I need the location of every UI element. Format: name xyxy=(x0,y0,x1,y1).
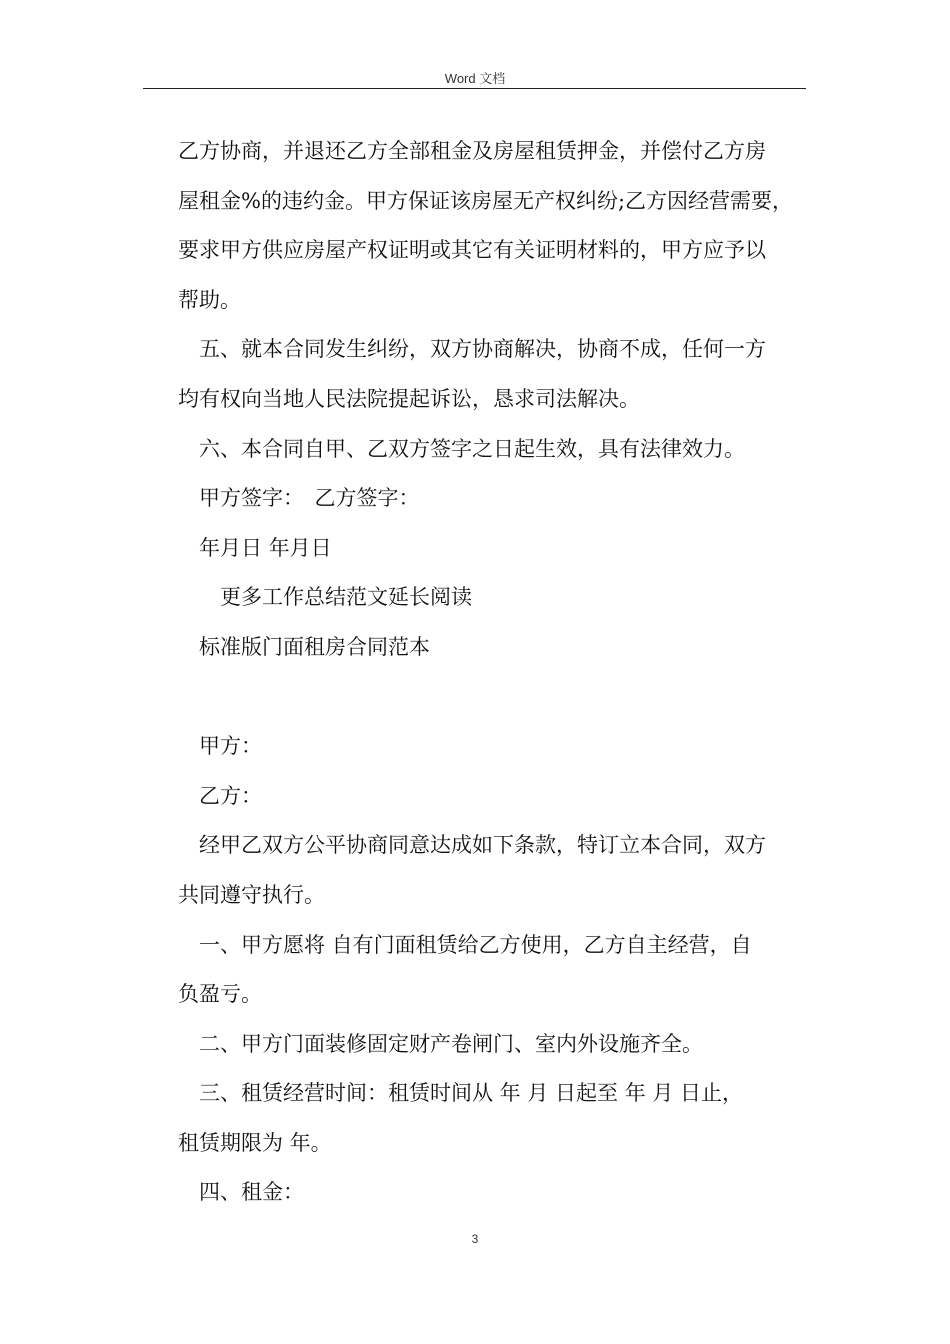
body-line: 负盈亏。 xyxy=(178,982,262,1007)
body-line: 帮助。 xyxy=(178,287,241,312)
header-divider xyxy=(143,88,806,89)
clause-five: 五、就本合同发生纠纷，双方协商解决，协商不成，任何一方 xyxy=(199,337,766,362)
document-body xyxy=(178,127,814,1218)
preamble-line: 经甲乙双方公平协商同意达成如下条款，特订立本合同，双方 xyxy=(199,833,766,858)
body-line: 共同遵守执行。 xyxy=(178,882,325,907)
contract-title: 标准版门面租房合同范本 xyxy=(199,634,430,659)
body-line: 屋租金%的违约金。甲方保证该房屋无产权纠纷;乙方因经营需要， xyxy=(178,188,794,213)
clause-one: 一、甲方愿将 自有门面租赁给乙方使用，乙方自主经营，自 xyxy=(199,932,752,957)
party-a-line: 甲方： xyxy=(199,734,262,759)
body-line: 乙方协商，并退还乙方全部租金及房屋租赁押金，并偿付乙方房 xyxy=(178,139,766,163)
body-line: 要求甲方供应房屋产权证明或其它有关证明材料的，甲方应予以 xyxy=(178,238,766,263)
date-line: 年月日 年月日 xyxy=(199,535,332,560)
body-line: 租赁期限为 年。 xyxy=(178,1130,332,1155)
clause-six: 六、本合同自甲、乙双方签字之日起生效，具有法律效力。 xyxy=(199,436,745,461)
signature-line: 甲方签字： 乙方签字： xyxy=(199,486,420,511)
page-number: 3 xyxy=(471,1232,479,1246)
party-b-line: 乙方： xyxy=(199,783,262,808)
clause-two: 二、甲方门面装修固定财产卷闸门、室内外设施齐全。 xyxy=(199,1031,703,1056)
clause-three: 三、租赁经营时间：租赁时间从 年 月 日起至 年 月 日止， xyxy=(199,1081,744,1106)
clause-four: 四、租金： xyxy=(199,1180,304,1205)
blank-gap xyxy=(178,673,814,723)
body-line: 均有权向当地人民法院提起诉讼，恳求司法解决。 xyxy=(178,386,640,411)
extended-reading-heading: 更多工作总结范文延长阅读 xyxy=(220,585,472,610)
header-title: Word 文档 xyxy=(444,71,506,86)
